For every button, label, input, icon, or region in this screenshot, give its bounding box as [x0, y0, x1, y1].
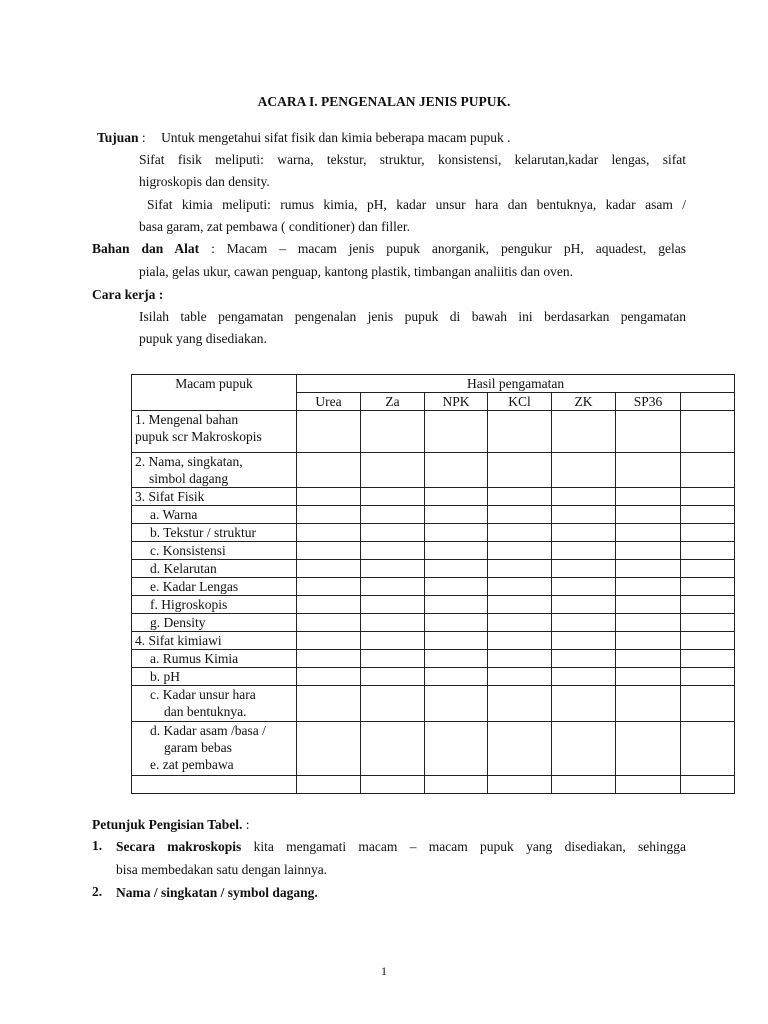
- row-label-kadar-asam: d. Kadar asam /basa / garam bebas e. zat pembawa: [132, 722, 297, 776]
- col-header-npk: NPK: [425, 393, 488, 411]
- row-label-sifat-kimiawi: 4. Sifat kimiawi: [132, 632, 297, 650]
- petunjuk-title: Petunjuk Pengisian Tabel.: [92, 817, 243, 832]
- col-header-kcl: KCl: [488, 393, 552, 411]
- table-row: [132, 650, 735, 668]
- cara-kerja-label: Cara kerja :: [92, 287, 164, 302]
- table-row: [132, 578, 735, 596]
- sifat-kimia-line-1: Sifat kimia meliputi: rumus kimia, pH, kadar unsur hara dan bentuknya, kadar asam /: [147, 197, 686, 212]
- page-title: ACARA I. PENGENALAN JENIS PUPUK.: [257, 94, 511, 109]
- row-label-kelarutan: d. Kelarutan: [132, 560, 297, 578]
- sifat-fisik-line-2: higroskopis dan density.: [139, 174, 270, 189]
- petunjuk-item-1-line-2: bisa membedakan satu dengan lainnya.: [116, 862, 328, 877]
- table-row: [132, 632, 735, 650]
- macam-pupuk-header: Macam pupuk: [132, 375, 297, 411]
- petunjuk-item-1-line-1: [116, 838, 686, 856]
- row-label-warna: a. Warna: [132, 506, 297, 524]
- bahan-sep: :: [199, 241, 215, 256]
- table-row: [132, 614, 735, 632]
- petunjuk-item-1-text: kita mengamati macam – macam pupuk yang disediakan, sehingga: [241, 839, 686, 854]
- table-row: [132, 542, 735, 560]
- tujuan-sep: :: [138, 130, 146, 145]
- table-row: [132, 411, 735, 453]
- cara-kerja-line-1: Isilah table pengamatan pengenalan jenis pupuk di bawah ini berdasarkan pengamatan: [139, 309, 686, 324]
- bahan-label: Bahan dan Alat: [92, 241, 200, 256]
- tujuan-text: Untuk mengetahui sifat fisik dan kimia beberapa macam pupuk .: [161, 130, 511, 145]
- row-label-konsistensi: c. Konsistensi: [132, 542, 297, 560]
- col-header-za: Za: [361, 393, 425, 411]
- row-label-sifat-fisik: 3. Sifat Fisik: [132, 488, 297, 506]
- row-label-tekstur: b. Tekstur / struktur: [132, 524, 297, 542]
- tujuan-line: [97, 129, 510, 147]
- table-row: [132, 506, 735, 524]
- col-header-blank: [681, 393, 735, 411]
- observation-table: [131, 374, 735, 794]
- page-number: 1: [381, 964, 387, 978]
- table-row: [132, 596, 735, 614]
- table-row: [132, 560, 735, 578]
- bahan-text-1: Macam – macam jenis pupuk anorganik, pengukur pH, aquadest, gelas: [226, 241, 686, 256]
- table-row: [132, 668, 735, 686]
- table-row: [132, 524, 735, 542]
- col-header-zk: ZK: [552, 393, 616, 411]
- table-row: [132, 686, 735, 722]
- hasil-pengamatan-header: Hasil pengamatan: [297, 375, 735, 393]
- sifat-fisik-line-1: Sifat fisik meliputi: warna, tekstur, struktur, konsistensi, kelarutan,kadar lengas, sifat: [139, 152, 686, 167]
- table-row-empty: [132, 776, 735, 794]
- row-label-kadar-lengas: e. Kadar Lengas: [132, 578, 297, 596]
- row-label-nama: 2. Nama, singkatan, simbol dagang: [132, 453, 297, 488]
- table-row: [132, 722, 735, 776]
- col-header-urea: Urea: [297, 393, 361, 411]
- row-label-ph: b. pH: [132, 668, 297, 686]
- petunjuk-item-1-number: 1.: [92, 838, 103, 853]
- row-label-makroskopis: 1. Mengenal bahan pupuk scr Makroskopis: [132, 411, 297, 453]
- petunjuk-item-1-bold: Secara makroskopis: [116, 839, 242, 854]
- tujuan-label: Tujuan: [97, 130, 139, 145]
- petunjuk-title-sep: :: [242, 817, 250, 832]
- petunjuk-item-2-number: 2.: [92, 884, 103, 899]
- row-label-higroskopis: f. Higroskopis: [132, 596, 297, 614]
- cara-kerja-line-2: pupuk yang disediakan.: [139, 331, 267, 346]
- row-label-kadar-unsur-hara: c. Kadar unsur hara dan bentuknya.: [132, 686, 297, 722]
- row-label-rumus-kimia: a. Rumus Kimia: [132, 650, 297, 668]
- table-row: [132, 453, 735, 488]
- table-header-row: [132, 375, 735, 393]
- petunjuk-title-line: [92, 816, 250, 834]
- row-label-density: g. Density: [132, 614, 297, 632]
- bahan-line-2: piala, gelas ukur, cawan penguap, kantong plastik, timbangan analiitis dan oven.: [139, 264, 573, 279]
- col-header-sp36: SP36: [616, 393, 681, 411]
- bahan-line-1: [92, 240, 686, 258]
- petunjuk-item-2-bold: Nama / singkatan / symbol dagang.: [116, 885, 318, 900]
- sifat-kimia-line-2: basa garam, zat pembawa ( conditioner) dan filler.: [139, 219, 411, 234]
- table-row: [132, 488, 735, 506]
